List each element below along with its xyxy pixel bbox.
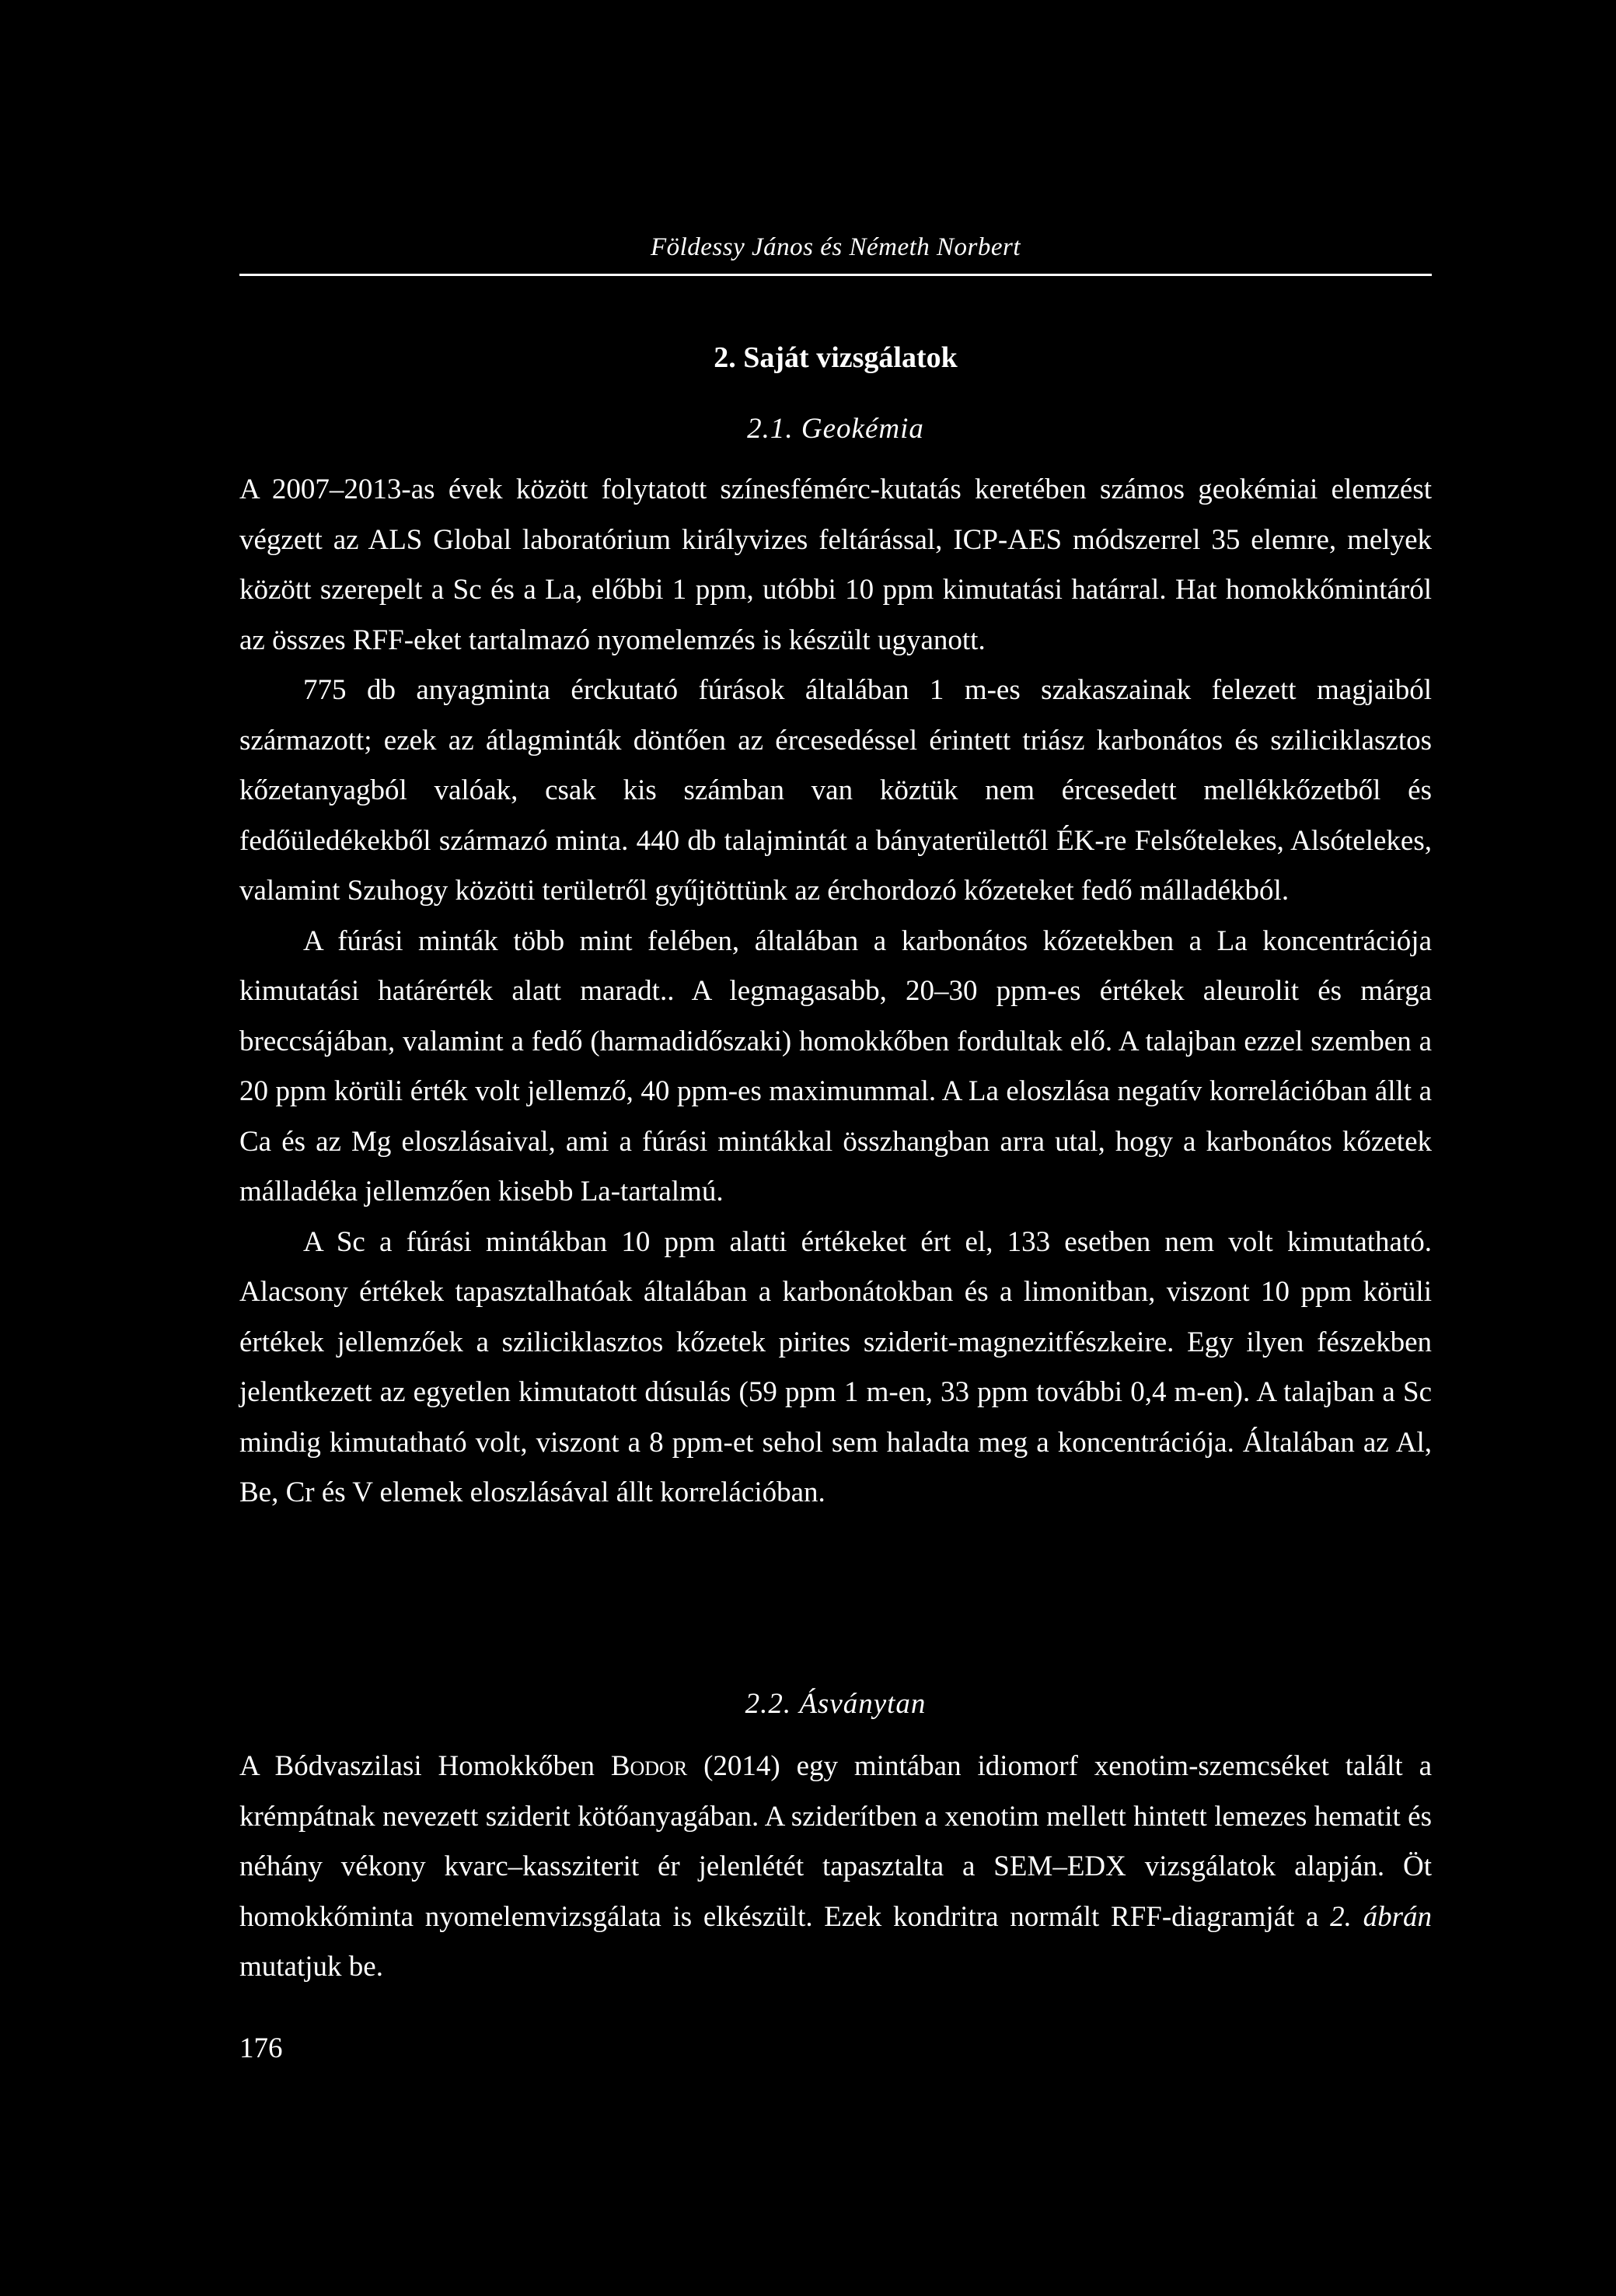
text-run: mutatjuk be. (239, 1951, 383, 1983)
paragraph: A Sc a fúrási mintákban 10 ppm alatti értékeket ért el, 133 esetben nem volt kimutatható. Alacsony értékek tapasztalhatóak általában a karbonátokban és a limonitban, viszont 10 ppm körüli értékek jellemzőek a sziliciklasztos kőzetek pirites sziderit-magnezitfészkeire. Egy ilyen fészekben jelentkezett az egyetlen kimutatott dúsulás (59 ppm 1 m-en, 33 ppm további 0,4 m-en). A talajban a Sc mindig kimutatható volt, viszont a 8 ppm-et sehol sem haladta meg a koncentrációja. Általában az Al, Be, Cr és V elemek eloszlásával állt korrelációban. (239, 1225, 1432, 1508)
subsection-title-mineralogy: 2.2. Ásványtan (745, 1688, 927, 1720)
paragraph: A 2007–2013-as évek között folytatott színesfémérc-kutatás keretében számos geokémiai elemzést végzett az ALS Global laboratórium királyvizes feltárással, ICP-AES módszerrel 35 elemre, melyek között szerepelt a Sc és a La, előbbi 1 ppm, utóbbi 10 ppm kimutatási határral. Hat homokkőmintáról az összes RFF-eket tartalmazó nyomelemzés is készült ugyanott. (239, 474, 1432, 656)
subsection-title-geochemistry: 2.1. Geokémia (747, 413, 924, 445)
mineralogy-body (239, 1742, 1432, 1993)
paragraph: A fúrási minták több mint felében, általában a karbonátos kőzetekben a La koncentrációja kimutatási határérték alatt maradt.. A legmagasabb, 20–30 ppm-es értékek aleurolit és márga breccsájában, valamint a fedő (harmadidőszaki) homokkőben fordultak elő. A talajban ezzel szemben a 20 ppm körüli érték volt jellemző, 40 ppm-es maximummal. A La eloszlása negatív korrelációban állt a Ca és az Mg eloszlásaival, ami a fúrási mintákkal összhangban arra utal, hogy a karbonátos kőzetek málladéka jellemzően kisebb La-tartalmú. (239, 924, 1432, 1207)
header-rule (239, 274, 1432, 276)
running-header: Földessy János és Németh Norbert (650, 233, 1021, 261)
text-run: A Bódvaszilasi Homokkőben (239, 1750, 611, 1782)
paragraph: 775 db anyagminta érckutató fúrások általában 1 m-es szakaszainak felezett magjaiból származott; ezek az átlagminták döntően az ércesedéssel érintett triász karbonátos és sziliciklasztos kőzetanyagból valóak, csak kis számban van köztük nem ércesedett mellékkőzetből és fedőüledékekből származó minta. 440 db talajmintát a bányaterülettől ÉK-re Felsőtelekes, Alsótelekes, valamint Szuhogy közötti területről gyűjtöttünk az érchordozó kőzeteket fedő málladékból. (239, 674, 1432, 907)
geochemistry-body (239, 465, 1432, 1518)
page-number: 176 (239, 2032, 283, 2064)
paragraph (239, 1742, 1432, 1993)
figure-reference: 2. ábrán (1330, 1900, 1433, 1933)
section-title: 2. Saját vizsgálatok (714, 341, 958, 374)
author-name: Bodor (610, 1750, 688, 1782)
text-run: (2014) egy mintában idiomorf xenotim-szemcséket talált a krémpátnak nevezett sziderit kötőanyagában. A sziderítben a xenotim mellett hintett lemezes hematit és néhány vékony kvarc–kassziterit ér jelenlétét tapasztalta a SEM–EDX vizsgálatok alapján. Öt homokkőminta nyomelemvizsgálata is elkészült. Ezek kondritra normált RFF-diagramját a (239, 1750, 1433, 1933)
